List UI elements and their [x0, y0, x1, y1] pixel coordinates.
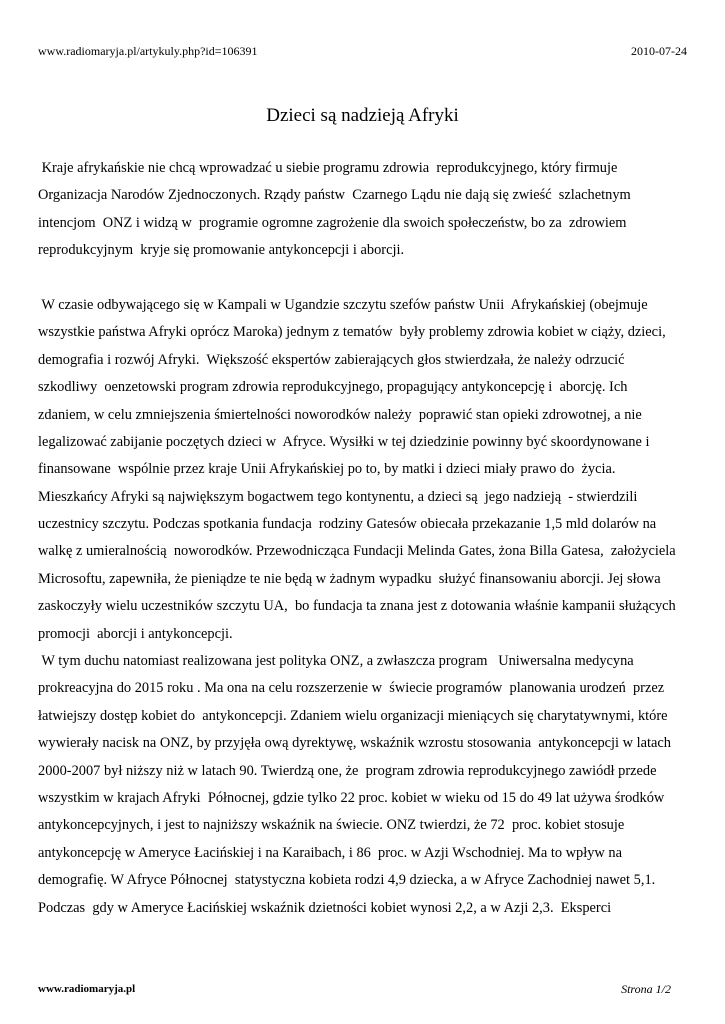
text-line: demografia i rozwój Afryki. Większość ekspertów zabierających głos stwierdzała, że należy odrzucić: [38, 351, 625, 368]
header-date: 2010-07-24: [631, 44, 687, 58]
text-line: walkę z umieralnością noworodków. Przewodnicząca Fundacji Melinda Gates, żona Billa Gatesa, założyciela: [38, 543, 676, 560]
text-line: Kraje afrykańskie nie chcą wprowadzać u siebie programu zdrowia reprodukcyjnego, który firmuje: [38, 160, 618, 176]
text-line: prokreacyjna do 2015 roku . Ma ona na celu rozszerzenie w świecie programów planowania urodzeń przez: [38, 680, 665, 697]
text-line: Organizacja Narodów Zjednoczonych. Rządy państw Czarnego Lądu nie dają się zwieść szlachetnym: [38, 187, 631, 204]
text-line: legalizować zabijanie poczętych dzieci w Afryce. Wysiłki w tej dziedzinie powinny być skoordynowane i: [38, 433, 650, 450]
paragraph-1: [38, 155, 698, 265]
footer-site: www.radiomaryja.pl: [38, 983, 136, 995]
text-line: 2000-2007 był niższy niż w latach 90. Twierdzą one, że program zdrowia reprodukcyjnego zawiódł przede: [38, 762, 657, 779]
text-line: W tym duchu natomiast realizowana jest polityka ONZ, a zwłaszcza program Uniwersalna medycyna: [38, 653, 634, 670]
paragraph-2: [38, 292, 698, 648]
text-line: zaskoczyły wielu uczestników szczytu UA, bo fundacja ta znana jest z dotowania właśnie kampanii służących: [38, 598, 676, 615]
text-line: reprodukcyjnym kryje się promowanie antykoncepcji i aborcji.: [38, 242, 405, 259]
article-body: [38, 155, 698, 922]
text-line: zdaniem, w celu zmniejszenia śmiertelności noworodków należy poprawić stan opieki zdrowotnej, a nie: [38, 406, 642, 423]
text-line: antykoncepcję w Ameryce Łacińskiej i na Karaibach, i 86 proc. w Azji Wschodniej. Ma to wpływ na: [38, 844, 622, 861]
footer-page-number: Strona 1/2: [621, 982, 671, 996]
text-line: szkodliwy oenzetowski program zdrowia reprodukcyjnego, propagujący antykoncepcję i aborcję. Ich: [38, 379, 628, 396]
text-line: finansowane wspólnie przez kraje Unii Afrykańskiej po to, by matki i dzieci miały prawo do życia.: [38, 461, 616, 478]
text-line: antykoncepcyjnych, i jest to najniższy wskaźnik na świecie. ONZ twierdzi, że 72 proc. kobiet stosuje: [38, 817, 625, 834]
header-url: www.radiomaryja.pl/artykuly.php?id=106391: [38, 44, 258, 58]
text-line: intencjom ONZ i widzą w programie ogromne zagrożenie dla swoich społeczeństw, bo za zdrowiem: [38, 214, 627, 231]
text-line: W czasie odbywającego się w Kampali w Ugandzie szczytu szefów państw Unii Afrykańskiej (obejmuje: [38, 296, 648, 313]
text-line: wywierały nacisk na ONZ, by przyjęła ową dyrektywę, wskaźnik wzrostu stosowania antykoncepcji w latach: [38, 735, 671, 752]
paragraph-gap: [38, 265, 698, 292]
paragraph-3: [38, 648, 698, 922]
article-title: Dzieci są nadzieją Afryki: [266, 105, 459, 126]
text-line: wszystkim w krajach Afryki Północnej, gdzie tylko 22 proc. kobiet w wieku od 15 do 49 lat używa środków: [38, 789, 665, 806]
text-line: uczestnicy szczytu. Podczas spotkania fundacja rodziny Gatesów obiecała przekazanie 1,5 mld dolarów na: [38, 516, 657, 533]
text-line: demografię. W Afryce Północnej statystyczna kobieta rodzi 4,9 dziecka, a w Afryce Zachodniej nawet 5,1.: [38, 872, 656, 889]
text-line: wszystkie państwa Afryki oprócz Maroka) jednym z tematów były problemy zdrowia kobiet w ciąży, dzieci,: [38, 324, 666, 341]
text-line: Mieszkańcy Afryki są największym bogactwem tego kontynentu, a dzieci są jego nadzieją - stwierdzili: [38, 488, 638, 505]
text-line: Microsoftu, zapewniła, że pieniądze te nie będą w żadnym wypadku służyć finansowaniu aborcji. Jej słowa: [38, 570, 661, 587]
text-line: promocji aborcji i antykoncepcji.: [38, 625, 233, 642]
text-line: łatwiejszy dostęp kobiet do antykoncepcji. Zdaniem wielu organizacji mieniących się charytatywnymi, które: [38, 707, 668, 724]
text-line: Podczas gdy w Ameryce Łacińskiej wskaźnik dzietności kobiet wynosi 2,2, a w Azji 2,3. Eksperci: [38, 899, 612, 916]
